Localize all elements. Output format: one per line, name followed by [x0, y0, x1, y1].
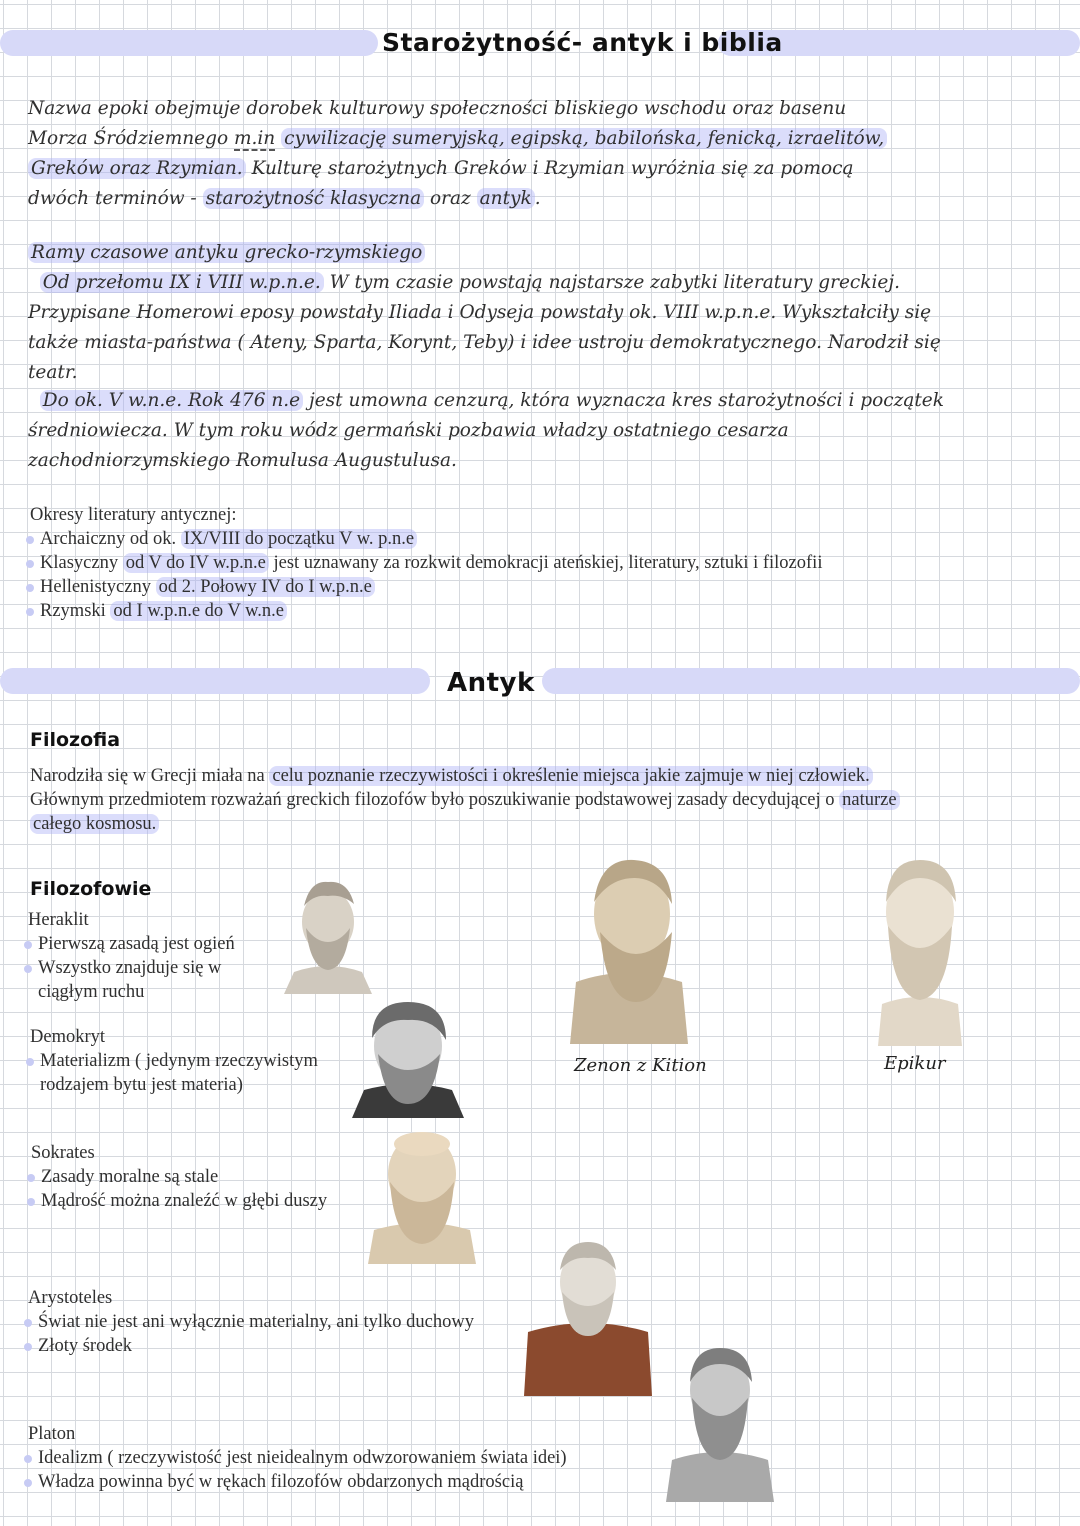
philosopher-name: Arystoteles	[28, 1288, 113, 1308]
intro-highlight-2: starożytność klasyczna	[203, 188, 425, 209]
intro-abbrev: m.in	[233, 128, 276, 149]
ramy-p2-text: jest umowna cenzurą, która wyznacza kres starożytności i początek średniowiecza. W tym roku wódz germański pozbawia władzy ostatniego cesarza zachodniorzymskiego Romulusa Augustulusa.	[28, 390, 944, 471]
epikur-bust-image	[870, 854, 970, 1046]
antyk-banner-right	[542, 668, 1080, 694]
philosopher-heraklit	[28, 908, 268, 1004]
philosopher-demokryt	[30, 1025, 350, 1097]
philosopher-name: Heraklit	[28, 910, 89, 930]
philosopher-name: Platon	[28, 1424, 76, 1444]
okresy-title: Okresy literatury antycznej:	[30, 505, 237, 525]
list-item: Archaiczny od ok. IX/VIII do początku V w. p.n.e	[30, 527, 930, 551]
filozofia-paragraph: Narodziła się w Grecji miała na celu poznanie rzeczywistości i określenie miejsca jakie zajmuje w niej człowiek. Głównym przedmiotem rozważań greckich filozofów było poszukiwanie podstawowej zasady decydującej o naturze całego kosmosu.	[30, 764, 900, 836]
philosopher-sokrates	[31, 1141, 371, 1213]
filozofowie-heading: Filozofowie	[30, 878, 152, 900]
list-item: Idealizm ( rzeczywistość jest nieidealnym odwzorowaniem świata idei)	[28, 1446, 668, 1470]
list-item: Mądrość można znaleźć w głębi duszy	[31, 1189, 371, 1213]
filozofia-highlight-1: celu poznanie rzeczywistości i określenie miejsca jakie zajmuje w niej człowiek.	[269, 766, 872, 786]
list-item: Rzymski od I w.p.n.e do V w.n.e	[30, 599, 930, 623]
section-title-antyk: Antyk	[447, 668, 535, 698]
list-item: Materializm ( jedynym rzeczywistym rodzajem bytu jest materia)	[30, 1049, 350, 1097]
caption-epikur: Epikur	[884, 1053, 946, 1074]
list-item: Pierwszą zasadą jest ogień	[28, 932, 268, 956]
intro-text-3: oraz	[429, 188, 471, 209]
ramy-p1-text: W tym czasie powstają najstarsze zabytki literatury greckiej. Przypisane Homerowi eposy powstały Iliada i Odyseja powstały ok. VIII w.p.n.e. Wykształciły się także miasta-państwa ( Ateny, Sparta, Korynt, Teby) i idee ustroju demokratycznego. Narodził się teatr.	[28, 272, 941, 383]
intro-text-1: Nazwa epoki obejmuje dorobek kulturowy społeczności bliskiego wschodu oraz basenu Morza Śródziemnego	[28, 98, 847, 149]
intro-highlight-3: antyk	[477, 188, 535, 209]
ramy-paragraph-1	[28, 268, 948, 388]
title-banner-left	[0, 30, 378, 56]
antyk-banner-left	[0, 668, 430, 694]
list-item: Złoty środek	[28, 1334, 528, 1358]
list-item: Hellenistyczny od 2. Połowy IV do I w.p.n.e	[30, 575, 930, 599]
filozofia-heading: Filozofia	[30, 729, 121, 751]
list-item: Świat nie jest ani wyłącznie materialny, ani tylko duchowy	[28, 1310, 528, 1334]
list-item: Klasyczny od V do IV w.p.n.e jest uznawany za rozkwit demokracji ateńskiej, literatury, sztuki i filozofii	[30, 551, 930, 575]
intro-text-2: Kulturę starożytnych Greków i Rzymian wyróżnia się za pomocą dwóch terminów -	[28, 158, 854, 209]
demokryt-bust-image	[350, 998, 466, 1118]
heraklit-bust-image	[280, 876, 376, 994]
ramy-p2-highlight: Do ok. V w.n.e. Rok 476 n.e	[40, 390, 303, 411]
platon-bust-image	[664, 1342, 776, 1502]
okresy-block	[30, 503, 930, 623]
page-title: Starożytność- antyk i biblia	[382, 28, 783, 57]
philosopher-platon	[28, 1422, 668, 1494]
list-item: Zasady moralne są stale	[31, 1165, 371, 1189]
arystoteles-bust-image	[524, 1236, 652, 1396]
filozofia-highlight-2: naturze całego kosmosu.	[30, 790, 900, 834]
ramy-title: Ramy czasowe antyku grecko-rzymskiego	[28, 238, 425, 268]
intro-highlight-1: cywilizację sumeryjską, egipską, babilońska, fenicką, izraelitów, Greków oraz Rzymian.	[28, 128, 887, 179]
philosopher-name: Sokrates	[31, 1143, 95, 1163]
intro-paragraph	[28, 94, 908, 214]
zenon-bust-image	[566, 852, 692, 1044]
list-item: Władza powinna być w rękach filozofów obdarzonych mądrością	[28, 1470, 668, 1494]
sokrates-bust-image	[366, 1124, 478, 1264]
philosopher-name: Demokryt	[30, 1027, 106, 1047]
list-item: Wszystko znajduje się w ciągłym ruchu	[28, 956, 268, 1004]
caption-zenon: Zenon z Kition	[574, 1055, 707, 1076]
philosopher-arystoteles	[28, 1286, 528, 1358]
ramy-p1-highlight: Od przełomu IX i VIII w.p.n.e.	[40, 272, 324, 293]
okresy-list	[30, 527, 930, 623]
intro-text-4: .	[534, 188, 541, 209]
ramy-paragraph-2	[28, 386, 948, 476]
